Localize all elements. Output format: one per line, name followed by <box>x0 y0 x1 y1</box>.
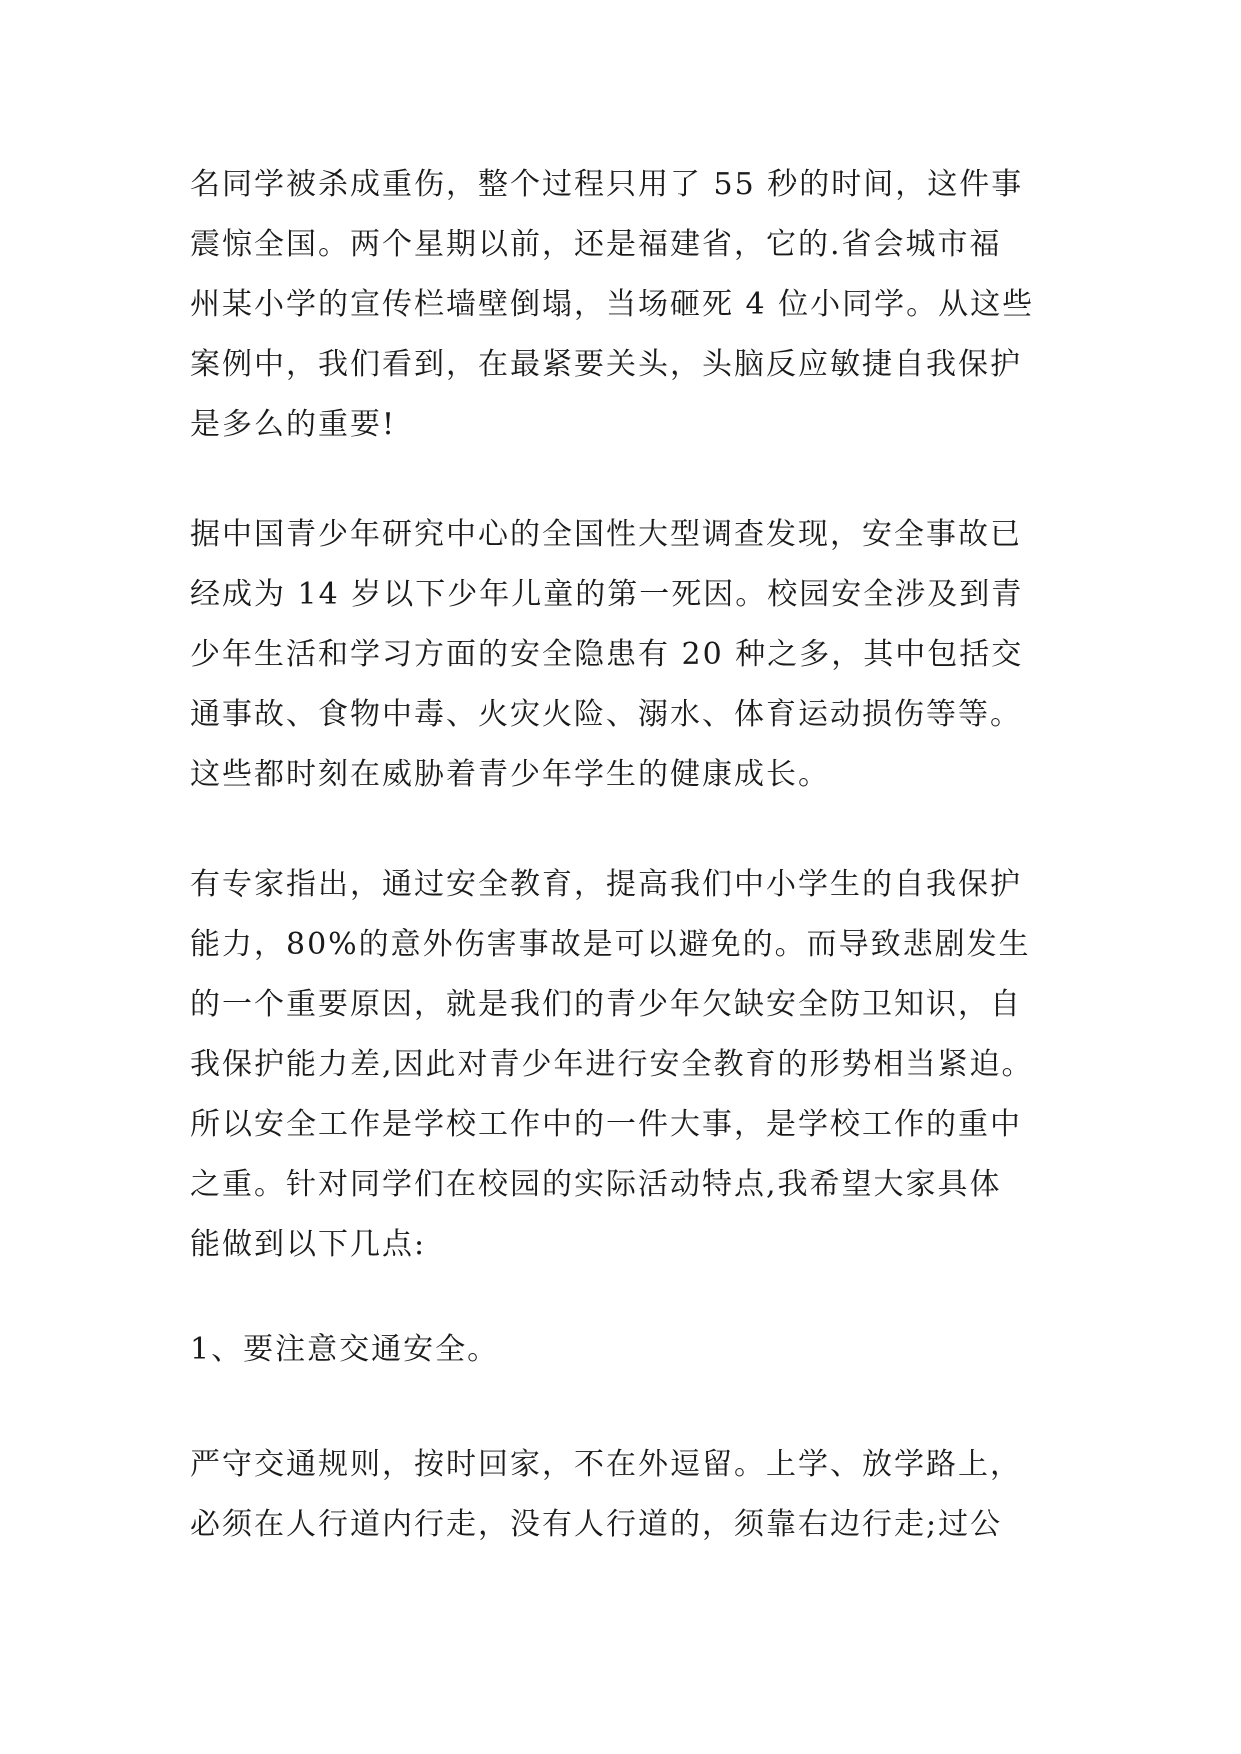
section-heading <box>190 1320 1060 1380</box>
text-line: 之重。针对同学们在校园的实际活动特点,我希望大家具体 <box>190 1167 1002 1202</box>
text-line: 有专家指出，通过安全教育，提高我们中小学生的自我保护 <box>190 867 1022 902</box>
text-line: 1、要注意交通安全。 <box>190 1332 500 1367</box>
text-line: 这些都时刻在威胁着青少年学生的健康成长。 <box>190 757 830 792</box>
text-line: 必须在人行道内行走，没有人行道的，须靠右边行走;过公 <box>190 1507 1003 1542</box>
text-line: 所以安全工作是学校工作中的一件大事，是学校工作的重中 <box>190 1107 1022 1142</box>
text-line: 通事故、食物中毒、火灾火险、溺水、体育运动损伤等等。 <box>190 697 1022 732</box>
text-line: 少年生活和学习方面的安全隐患有 20 种之多，其中包括交 <box>190 637 1024 672</box>
text-line: 震惊全国。两个星期以前，还是福建省，它的.省会城市福 <box>190 227 1002 262</box>
text-line: 案例中，我们看到，在最紧要关头，头脑反应敏捷自我保护 <box>190 347 1022 382</box>
paragraph <box>190 155 1060 455</box>
paragraph <box>190 1435 1060 1555</box>
paragraph <box>190 505 1060 805</box>
text-line: 是多么的重要! <box>190 407 397 442</box>
text-line: 严守交通规则，按时回家，不在外逗留。上学、放学路上， <box>190 1447 1022 1482</box>
text-line: 能做到以下几点: <box>190 1227 427 1262</box>
text-line: 我保护能力差,因此对青少年进行安全教育的形势相当紧迫。 <box>190 1047 1034 1082</box>
text-line: 的一个重要原因，就是我们的青少年欠缺安全防卫知识，自 <box>190 987 1022 1022</box>
text-line: 据中国青少年研究中心的全国性大型调查发现，安全事故已 <box>190 517 1022 552</box>
text-line: 州某小学的宣传栏墙壁倒塌，当场砸死 4 位小同学。从这些 <box>190 287 1035 322</box>
text-line: 能力，80%的意外伤害事故是可以避免的。而导致悲剧发生 <box>190 927 1031 962</box>
text-line: 经成为 14 岁以下少年儿童的第一死因。校园安全涉及到青 <box>190 577 1024 612</box>
text-line: 名同学被杀成重伤，整个过程只用了 55 秒的时间，这件事 <box>190 167 1024 202</box>
paragraph <box>190 855 1060 1275</box>
